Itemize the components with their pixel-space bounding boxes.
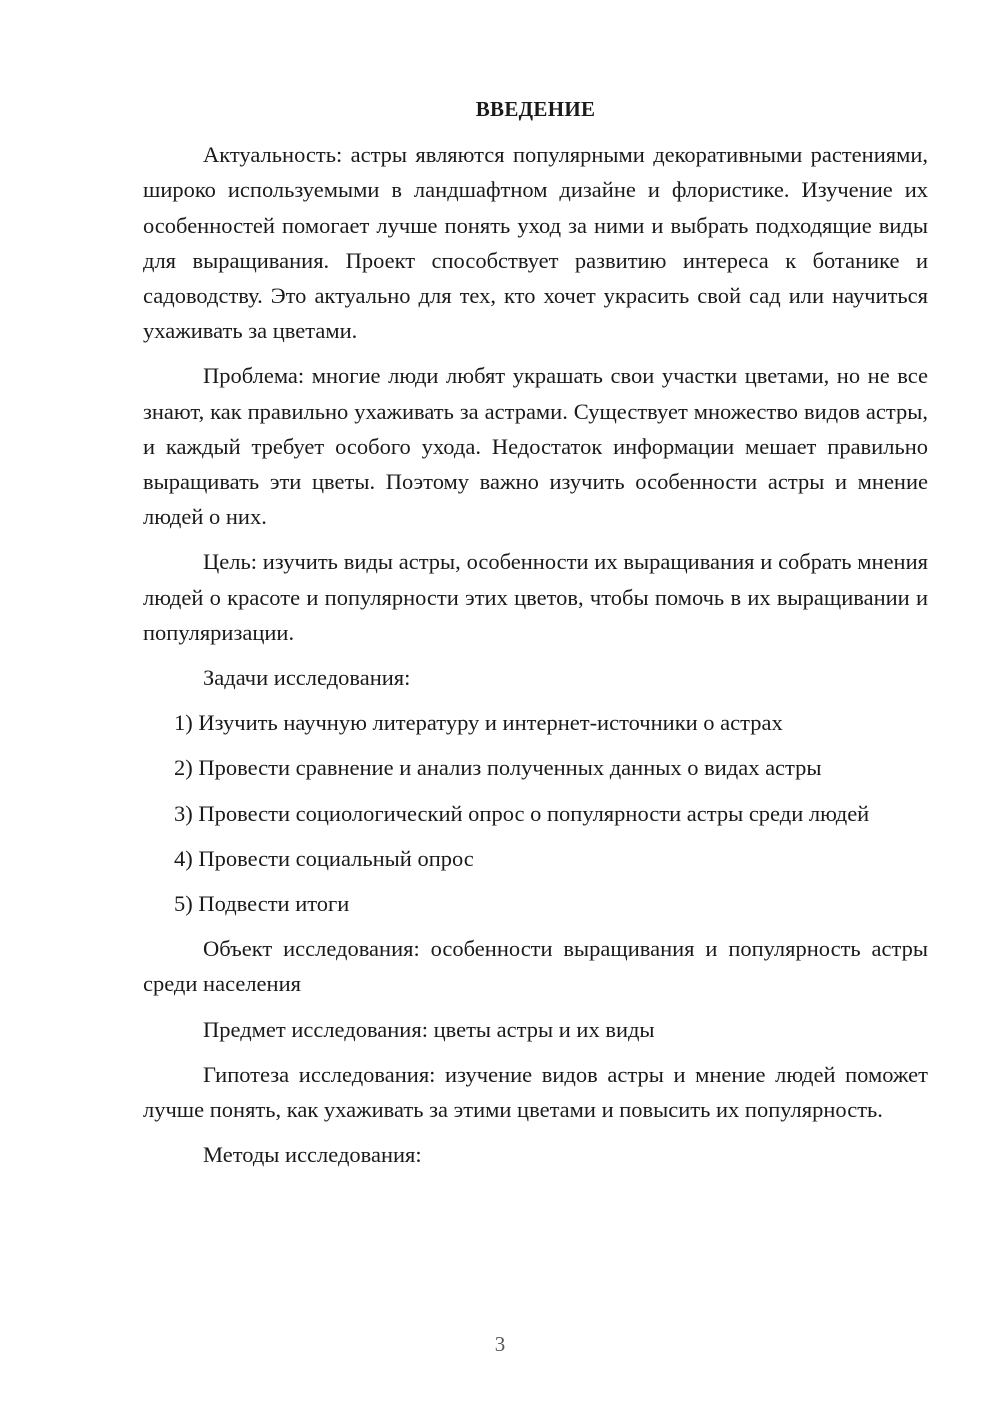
paragraph-relevance: Актуальность: астры являются популярными декоративными растениями, широко используемыми в ландшафтном дизайне и флористике. Изучение их особенностей помогает лучше понять уход за ними и выбрать подходящие виды для выращивания. Проект способствует развитию интереса к ботанике и садоводству. Это актуально для тех, кто хочет украсить свой сад или научиться ухаживать за цветами. (143, 142, 928, 344)
section-title: ВВЕДЕНИЕ (475, 97, 596, 121)
paragraph-subject: Предмет исследования: цветы астры и их виды (203, 1016, 655, 1042)
document-page (143, 92, 928, 1182)
page-number: 3 (494, 1332, 506, 1356)
task-item: 3) Провести социологический опрос о популярности астры среди людей (174, 800, 870, 826)
task-item: 4) Провести социальный опрос (174, 845, 474, 871)
paragraph-hypothesis: Гипотеза исследования: изучение видов астры и мнение людей поможет лучше понять, как ухаживать за этими цветами и повысить их популярность. (143, 1061, 928, 1123)
paragraph-problem: Проблема: многие люди любят украшать свои участки цветами, но не все знают, как правильно ухаживать за астрами. Существует множество видов астры, и каждый требует особого ухода. Недостаток информации мешает правильно выращивать эти цветы. Поэтому важно изучить особенности астры и мнение людей о них. (143, 363, 928, 530)
tasks-heading: Задачи исследования: (203, 665, 411, 691)
task-item: 1) Изучить научную литературу и интернет-источники о астрах (174, 710, 783, 736)
paragraph-goal: Цель: изучить виды астры, особенности их выращивания и собрать мнения людей о красоте и популярности этих цветов, чтобы помочь в их выращивании и популяризации. (143, 549, 928, 645)
methods-heading: Методы исследования: (203, 1142, 422, 1168)
task-item: 2) Провести сравнение и анализ полученных данных о видах астры (174, 755, 822, 781)
paragraph-object: Объект исследования: особенности выращивания и популярность астры среди населения (143, 936, 928, 997)
task-item: 5) Подвести итоги (174, 891, 350, 917)
